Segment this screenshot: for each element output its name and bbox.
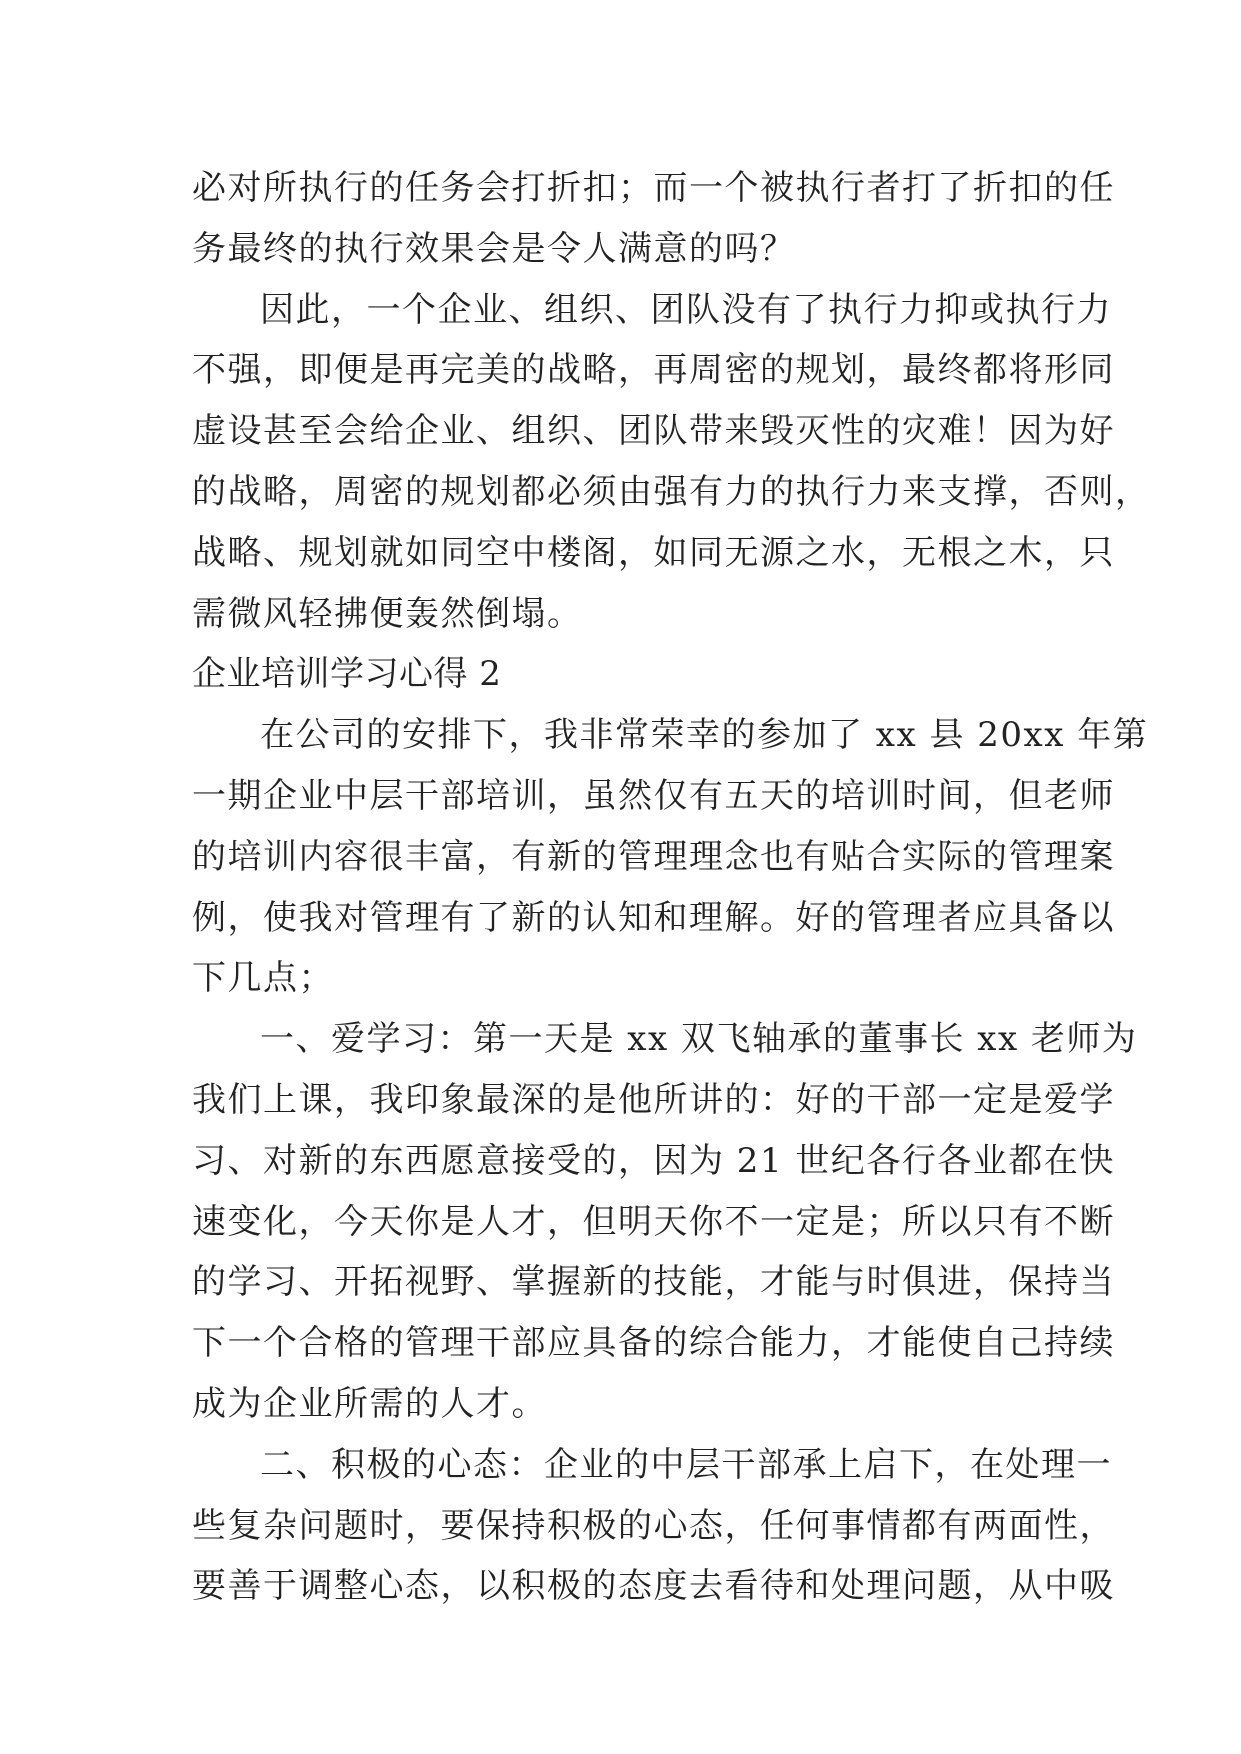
paragraph-intro xyxy=(192,705,1149,1009)
text-line: 成为企业所需的人才。 xyxy=(192,1383,547,1424)
text-line: 虚设甚至会给企业、组织、团队带来毁灭性的灾难！因为好 xyxy=(192,411,1115,452)
text-line: 我们上课，我印象最深的是他所讲的：好的干部一定是爱学 xyxy=(192,1079,1115,1120)
text-line: 必对所执行的任务会打折扣；而一个被执行者打了折扣的任 xyxy=(192,168,1115,208)
text-line: 的战略，周密的规划都必须由强有力的执行力来支撑，否则， xyxy=(192,471,1151,512)
text-line: 些复杂问题时，要保持积极的心态，任何事情都有两面性， xyxy=(192,1505,1115,1546)
text-line: 速变化，今天你是人才，但明天你不一定是；所以只有不断 xyxy=(192,1201,1115,1242)
paragraph-positive-attitude xyxy=(192,1435,1115,1617)
paragraph-execution xyxy=(192,280,1151,645)
text-line: 习、对新的东西愿意接受的，因为 21 世纪各行各业都在快 xyxy=(192,1140,1115,1181)
text-line: 下几点； xyxy=(192,958,334,999)
text-line: 例，使我对管理有了新的认知和理解。好的管理者应具备以 xyxy=(192,897,1115,938)
text-line: 在公司的安排下，我非常荣幸的参加了 xx 县 20xx 年第 xyxy=(260,715,1149,756)
text-line: 的培训内容很丰富，有新的管理理念也有贴合实际的管理案 xyxy=(192,836,1115,877)
text-line: 一期企业中层干部培训，虽然仅有五天的培训时间，但老师 xyxy=(192,775,1115,816)
paragraph-continuation xyxy=(192,158,1115,280)
text-line: 要善于调整心态，以积极的态度去看待和处理问题，从中吸 xyxy=(192,1566,1115,1607)
text-line: 战略、规划就如同空中楼阁，如同无源之水，无根之木，只 xyxy=(192,532,1115,573)
paragraph-love-learning xyxy=(192,1009,1138,1435)
text-line: 下一个合格的管理干部应具备的综合能力，才能使自己持续 xyxy=(192,1323,1115,1364)
text-line: 的学习、开拓视野、掌握新的技能，才能与时俱进，保持当 xyxy=(192,1262,1115,1303)
text-line: 二、积极的心态：企业的中层干部承上启下，在处理一 xyxy=(260,1444,1112,1485)
text-line: 务最终的执行效果会是令人满意的吗？ xyxy=(192,228,796,269)
text-line: 一、爱学习：第一天是 xx 双飞轴承的董事长 xx 老师为 xyxy=(260,1019,1138,1060)
text-line: 因此，一个企业、组织、团队没有了执行力抑或执行力 xyxy=(260,289,1112,330)
text-line: 不强，即便是再完美的战略，再周密的规划，最终都将形同 xyxy=(192,350,1115,391)
document-page xyxy=(192,158,1151,1617)
text-line: 需微风轻拂便轰然倒塌。 xyxy=(192,593,583,634)
section-heading: 企业培训学习心得 2 xyxy=(192,654,502,695)
